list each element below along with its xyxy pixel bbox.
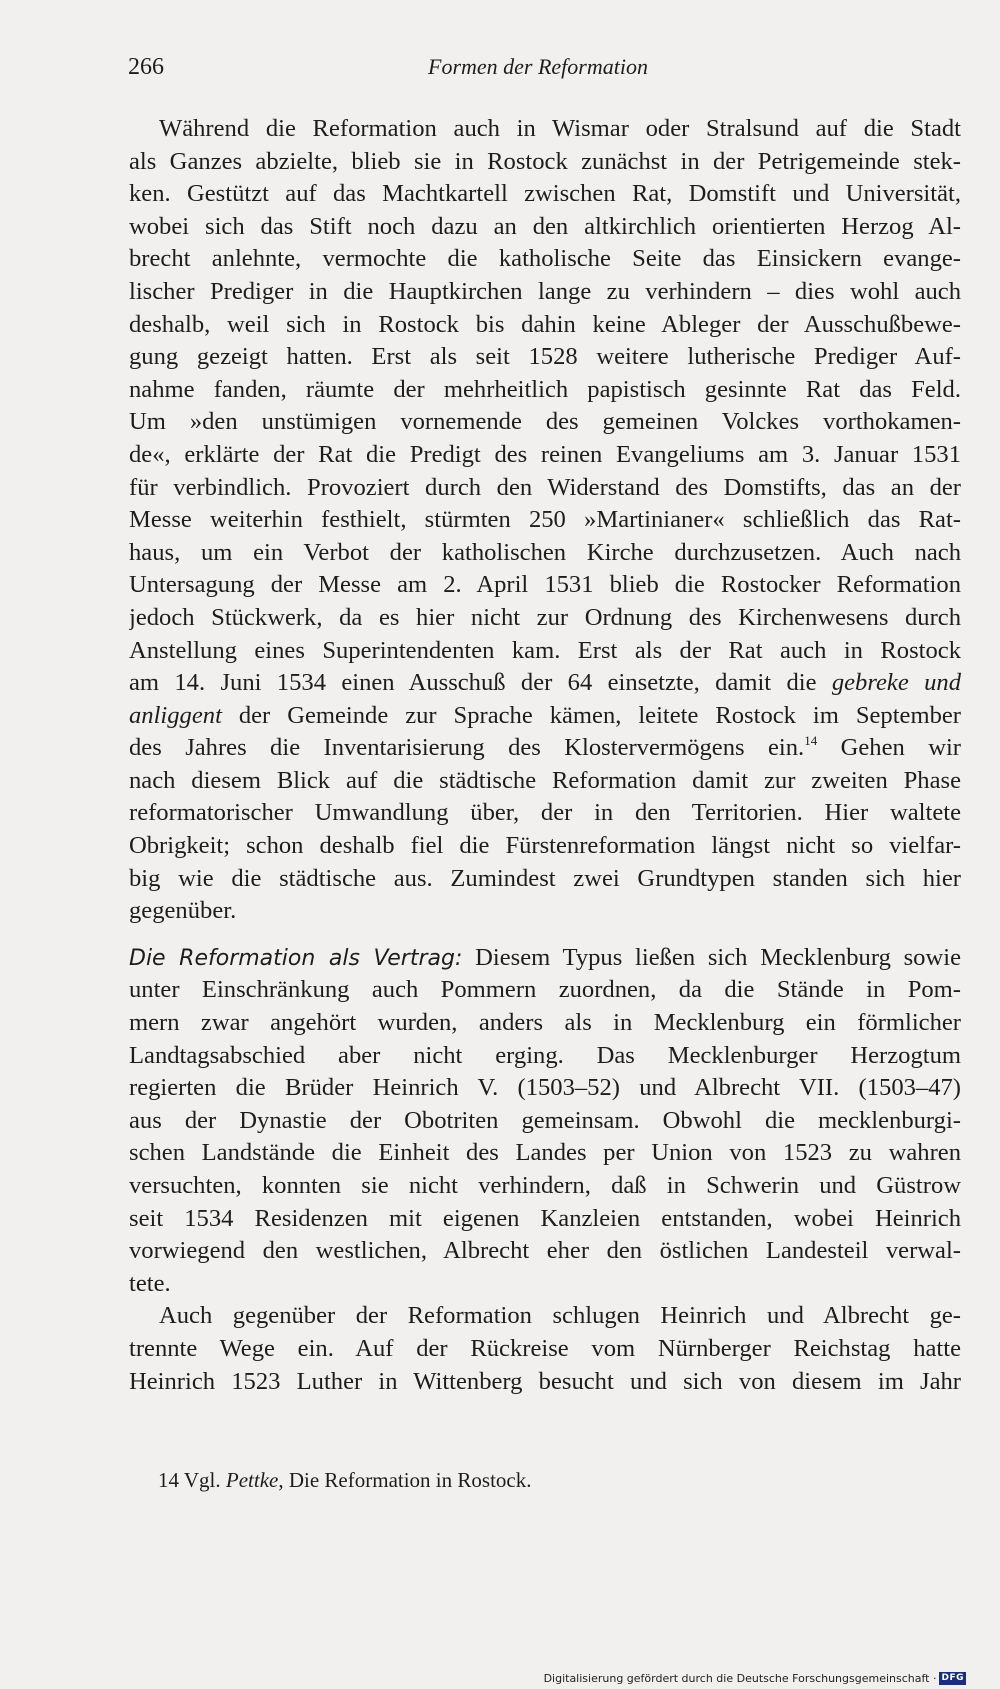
text-line: ken. Gestützt auf das Machtkartell zwischen Rat, Domstift und Universität, <box>129 180 961 208</box>
text-line: unter Einschränkung auch Pommern zuordnen, da die Stände in Pom- <box>129 976 961 1004</box>
text-line: regierten die Brüder Heinrich V. (1503–52) und Albrecht VII. (1503–47) <box>129 1074 961 1102</box>
line-text: Diesem Typus ließen sich Mecklenburg sowie <box>462 943 961 971</box>
text-line: Untersagung der Messe am 2. April 1531 blieb die Rostocker Reformation <box>129 571 961 599</box>
footnote-prefix: Vgl. <box>183 1468 226 1492</box>
footnote <box>158 1465 958 1495</box>
footnote-author: Pettke <box>225 1468 279 1492</box>
text-line: tete. <box>129 1269 171 1297</box>
line-text: des Jahres die Inventarisierung des Klostervermögens ein. <box>129 734 805 762</box>
italic-phrase: anliggent <box>129 701 222 729</box>
running-title: Formen der Reformation <box>428 54 648 79</box>
text-line: de«, erklärte der Rat die Predigt des reinen Evangeliums am 3. Januar 1531 <box>129 440 961 468</box>
footnote-reference[interactable]: 14 <box>804 733 818 749</box>
text-line: Anstellung eines Superintendenten kam. Erst als der Rat auch in Rostock <box>129 636 961 664</box>
text-line: nahme fanden, räumte der mehrheitlich papistisch gesinnte Rat das Feld. <box>129 375 961 403</box>
running-head <box>128 50 960 84</box>
text-line: Auch gegenüber der Reformation schlugen Heinrich und Albrecht ge- <box>159 1302 961 1330</box>
text-line: lischer Prediger in die Hauptkirchen lange zu verhindern – dies wohl auch <box>129 277 961 305</box>
digitization-credit <box>544 1672 966 1685</box>
paragraph-3 <box>129 1300 961 1398</box>
text-line <box>129 700 961 733</box>
text-line: aus der Dynastie der Obotriten gemeinsam. Obwohl die mecklenburgi- <box>129 1106 961 1134</box>
section-heading: Die Reformation als Vertrag: <box>129 945 463 971</box>
footnote-number: 14 <box>158 1468 179 1492</box>
text-line: vorwiegend den westlichen, Albrecht eher den östlichen Landesteil verwal- <box>129 1237 961 1265</box>
text-line: für verbindlich. Provoziert durch den Widerstand des Domstifts, das an der <box>129 473 961 501</box>
dfg-logo: DFG <box>941 1673 964 1683</box>
text-line: versuchten, konnten sie nicht verhindern, daß in Schwerin und Güstrow <box>129 1172 961 1199</box>
text-line: reformatorischer Umwandlung über, der in den Territorien. Hier waltete <box>129 799 961 827</box>
text-line: Messe weiterhin festhielt, stürmten 250 »Martinianer« schließlich das Rat- <box>129 506 961 534</box>
text-line: brecht anlehnte, vermochte die katholische Seite das Einsickern evange- <box>129 245 961 273</box>
text-line: nach diesem Blick auf die städtische Reformation damit zur zweiten Phase <box>129 766 961 794</box>
text-line: haus, um ein Verbot der katholischen Kirche durchzusetzen. Auch nach <box>129 538 961 566</box>
line-text: am 14. Juni 1534 einen Ausschuß der 64 einsetzte, damit die <box>129 669 832 697</box>
text-line: mern zwar angehört wurden, anders als in Mecklenburg ein förmlicher <box>129 1009 961 1037</box>
text-line: gegenüber. <box>129 897 237 925</box>
italic-phrase: gebreke und <box>831 669 961 697</box>
text-line <box>129 667 961 700</box>
text-line: schen Landstände die Einheit des Landes per Union von 1523 zu wahren <box>129 1139 961 1167</box>
text-line: gung gezeigt hatten. Erst als seit 1528 weitere lutherische Prediger Auf- <box>129 343 961 371</box>
line-text: der Gemeinde zur Sprache kämen, leitete Rostock im September <box>221 701 961 729</box>
page-number: 266 <box>128 54 164 80</box>
paragraph-gap <box>129 928 961 942</box>
text-line: Heinrich 1523 Luther in Wittenberg besucht und sich von diesem im Jahr <box>129 1367 961 1395</box>
text-line: seit 1534 Residenzen mit eigenen Kanzleien entstanden, wobei Heinrich <box>129 1204 961 1232</box>
text-line: jedoch Stückwerk, da es hier nicht zur Ordnung des Kirchenwesens durch <box>129 603 961 631</box>
text-line: Während die Reformation auch in Wismar oder Stralsund auf die Stadt <box>159 115 961 142</box>
text-line: wobei sich das Stift noch dazu an den altkirchlich orientierten Herzog Al- <box>129 212 961 240</box>
paragraph-2 <box>129 942 961 1301</box>
text-line <box>129 732 961 765</box>
text-line: Landtagsabschied aber nicht erging. Das Mecklenburger Herzogtum <box>129 1041 961 1069</box>
text-line: als Ganzes abzielte, blieb sie in Rostock zunächst in der Petrigemeinde stek- <box>129 147 961 175</box>
text-line: deshalb, weil sich in Rostock bis dahin keine Ableger der Ausschußbewe- <box>129 310 961 338</box>
text-line: big wie die städtische aus. Zumindest zwei Grundtypen standen sich hier <box>129 864 961 892</box>
body-text <box>129 113 961 1398</box>
text-line: Um »den unstümigen vornemende des gemeinen Volckes vorthokamen- <box>129 408 961 436</box>
credit-text: Digitalisierung gefördert durch die Deutsche Forschungsgemeinschaft · <box>543 1672 937 1685</box>
text-line: trennte Wege ein. Auf der Rückreise vom Nürnberger Reichstag hatte <box>129 1334 961 1362</box>
text-line <box>129 942 961 975</box>
paragraph-1 <box>129 113 961 928</box>
text-line: Obrigkeit; schon deshalb fiel die Fürstenreformation längst nicht so vielfar- <box>129 832 961 860</box>
line-text: Gehen wir <box>817 734 961 762</box>
footnote-text: , Die Reformation in Rostock. <box>278 1468 532 1492</box>
